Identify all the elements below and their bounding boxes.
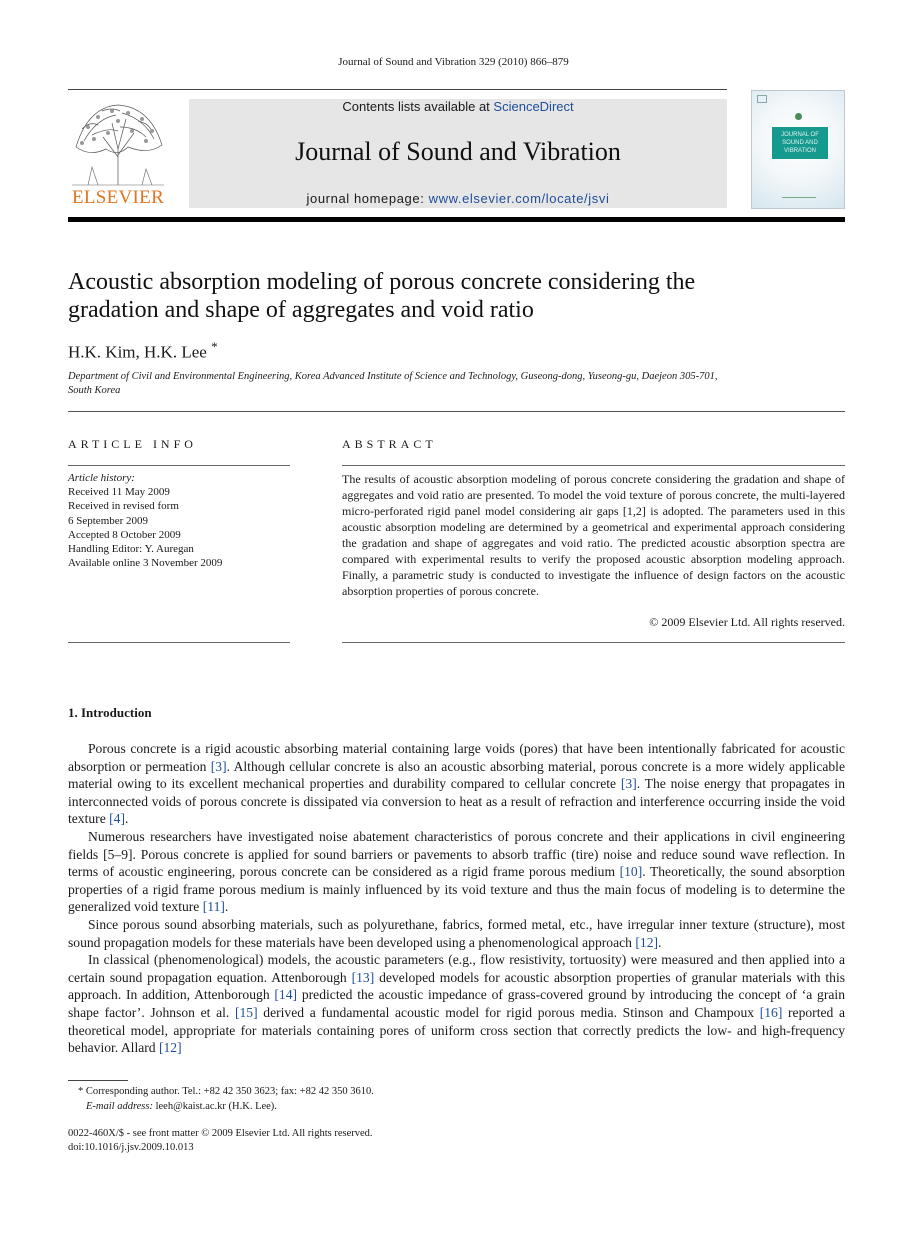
article-title-line: gradation and shape of aggregates and void ratio [68, 297, 534, 323]
homepage-prefix: journal homepage: [306, 191, 425, 206]
cover-publisher-icon [757, 95, 767, 103]
history-entry: Handling Editor: Y. Auregan [68, 543, 194, 556]
elsevier-tree-icon [68, 97, 168, 187]
journal-masthead-box [189, 99, 727, 208]
citation-link[interactable]: [16] [759, 1004, 783, 1020]
footnote-contact-line [78, 1084, 374, 1099]
homepage-link[interactable]: www.elsevier.com/locate/jsvi [428, 191, 610, 206]
author-list [68, 339, 218, 363]
citation-link[interactable]: [12] [635, 934, 659, 950]
journal-cover-thumbnail[interactable] [751, 90, 845, 209]
contents-line [189, 99, 727, 114]
cover-title-line: VIBRATION [784, 148, 816, 154]
article-info-top-rule [68, 465, 290, 466]
article-info-bottom-rule [68, 642, 290, 643]
cover-title-line: JOURNAL OF [781, 132, 819, 138]
contents-prefix: Contents lists available at [342, 99, 490, 114]
citation-link[interactable]: [10] [619, 864, 643, 880]
abstract-bottom-rule [342, 642, 845, 643]
email-address[interactable]: leeh@kaist.ac.kr (H.K. Lee). [155, 1101, 277, 1112]
article-info-heading: ARTICLE INFO [68, 437, 197, 451]
history-entry: Received 11 May 2009 [68, 486, 170, 499]
footnote-email-line [78, 1099, 374, 1114]
citation-link[interactable]: [15] [234, 1004, 258, 1020]
footnote-mark: * [78, 1086, 84, 1097]
history-entry: Accepted 8 October 2009 [68, 528, 181, 541]
running-head: Journal of Sound and Vibration 329 (2010) 866–879 [338, 56, 569, 68]
footnote-contact: Corresponding author. Tel.: +82 42 350 3623; fax: +82 42 350 3610. [85, 1086, 374, 1097]
affiliation [68, 370, 828, 398]
citation-link[interactable]: [3] [620, 776, 637, 792]
affiliation-line: Department of Civil and Environmental Engineering, Korea Advanced Institute of Science and Technology, Guseong-dong, Yuseong-gu, Daejeon 305-701, [68, 371, 718, 382]
citation-link[interactable]: [13] [351, 969, 375, 985]
citation-link[interactable]: [14] [274, 987, 298, 1003]
sciencedirect-link[interactable]: ScienceDirect [493, 99, 574, 114]
citation-link[interactable]: [4] [109, 811, 125, 827]
body-paragraph: Since porous sound absorbing materials, such as polyurethane, fabrics, formed metal, etc., have irregular inner texture (structure), most sound propagation models for these materials have been developed using a phenomenological approach [12]. [68, 916, 845, 950]
journal-name: Journal of Sound and Vibration [295, 137, 621, 166]
citation-link[interactable]: [12] [158, 1040, 182, 1056]
citation-link[interactable]: [11] [202, 899, 225, 915]
history-entry: 6 September 2009 [68, 514, 149, 527]
homepage-line [189, 191, 727, 206]
cover-footer-icon [782, 197, 816, 203]
affiliation-line: South Korea [68, 385, 121, 396]
author-names: H.K. Kim, H.K. Lee [68, 342, 207, 362]
publisher-wordmark: ELSEVIER [71, 187, 165, 208]
abstract-heading: ABSTRACT [342, 437, 437, 451]
body-paragraph: Porous concrete is a rigid acoustic absorbing material containing large voids (pores) that have been intentionally fabricated for acoustic absorption or permeation [3]. Although cellular concrete is also an acoustic absorbing material, porous concrete is a more widely applicable material owing to its excellent mechanical properties and durability compared to cellular concrete [3]. The noise energy that propagates in interconnected voids of porous concrete is dissipated via conversion to heat as a result of refraction and interference occurring inside the void texture [4]. [68, 741, 845, 827]
history-label: Article history: [68, 472, 135, 484]
publisher-logo[interactable] [68, 97, 168, 209]
cover-title-band [772, 127, 828, 159]
article-title-line: Acoustic absorption modeling of porous concrete considering the [68, 269, 696, 295]
front-matter [68, 1127, 373, 1155]
abstract-copyright: © 2009 Elsevier Ltd. All rights reserved. [649, 615, 845, 629]
history-entry: Received in revised form [68, 500, 179, 513]
introduction-body [68, 740, 845, 1057]
article-history [68, 471, 288, 570]
abstract-top-rule [342, 465, 845, 466]
section-heading-introduction: 1. Introduction [68, 705, 152, 720]
issn-line: 0022-460X/$ - see front matter © 2009 Elsevier Ltd. All rights reserved. [68, 1128, 373, 1139]
title-block-rule [68, 411, 845, 412]
corresponding-author-footnote [78, 1084, 374, 1114]
corresponding-author-mark[interactable]: * [211, 339, 218, 354]
history-entry: Available online 3 November 2009 [68, 557, 223, 570]
doi-line[interactable]: doi:10.1016/j.jsv.2009.10.013 [68, 1142, 194, 1153]
body-paragraph: In classical (phenomenological) models, the acoustic parameters (e.g., flow resistivity, tortuosity) were measured and then applied into a certain sound propagation equation. Attenborough [13] developed models for acoustic absorption properties of granular materials with this approach. In addition, Attenborough [14] predicted the acoustic impedance of grass-covered ground by introducing the concept of ‘a grain shape factor’. Johnson et al. [15] derived a fundamental acoustic model for rigid porous media. Stinson and Champoux [16] reported a theoretical model, appropriate for materials containing pores of uniform cross section that correctly predicts the low- and high-frequency behavior. Allard [12] [68, 952, 846, 1056]
article-title [68, 268, 848, 324]
masthead-top-rule [68, 89, 727, 90]
footnote-rule [68, 1080, 128, 1081]
abstract-text: The results of acoustic absorption modeling of porous concrete considering the gradation and shape of aggregates and void ratio are presented. To model the void texture of porous concrete, the multi-layered micro-perforated rigid panel model considering air gaps [1,2] is adopted. The parameters used in this acoustic absorption modeling are determined by a geometrical and experimental approach considering the gradation and shape of aggregates and void ratio. The predicted acoustic absorption spectra are compared with experimental results to verify the proposed acoustic absorption modeling approach. Finally, a parametric study is conducted to investigate the influence of design factors on the acoustic absorption properties of porous concrete. [342, 472, 845, 598]
masthead-bottom-rule [68, 217, 845, 222]
email-label: E-mail address: [86, 1101, 153, 1112]
citation-link[interactable]: [3] [210, 758, 227, 774]
body-paragraph: Numerous researchers have investigated noise abatement characteristics of porous concrete and their applications in civil engineering fields [5–9]. Porous concrete is applied for sound barriers or pavements to absorb traffic (tire) noise and reduce sound wave reflection. In terms of acoustic engineering, porous concrete can be considered as a rigid frame porous medium [10]. Theoretically, the sound absorption properties of a rigid frame porous medium is mainly influenced by its void texture and thus the main focus of modeling is to determine the generalized void texture [11]. [68, 828, 846, 915]
cover-title-line: SOUND AND [782, 140, 818, 146]
cover-emblem-icon [795, 113, 802, 120]
